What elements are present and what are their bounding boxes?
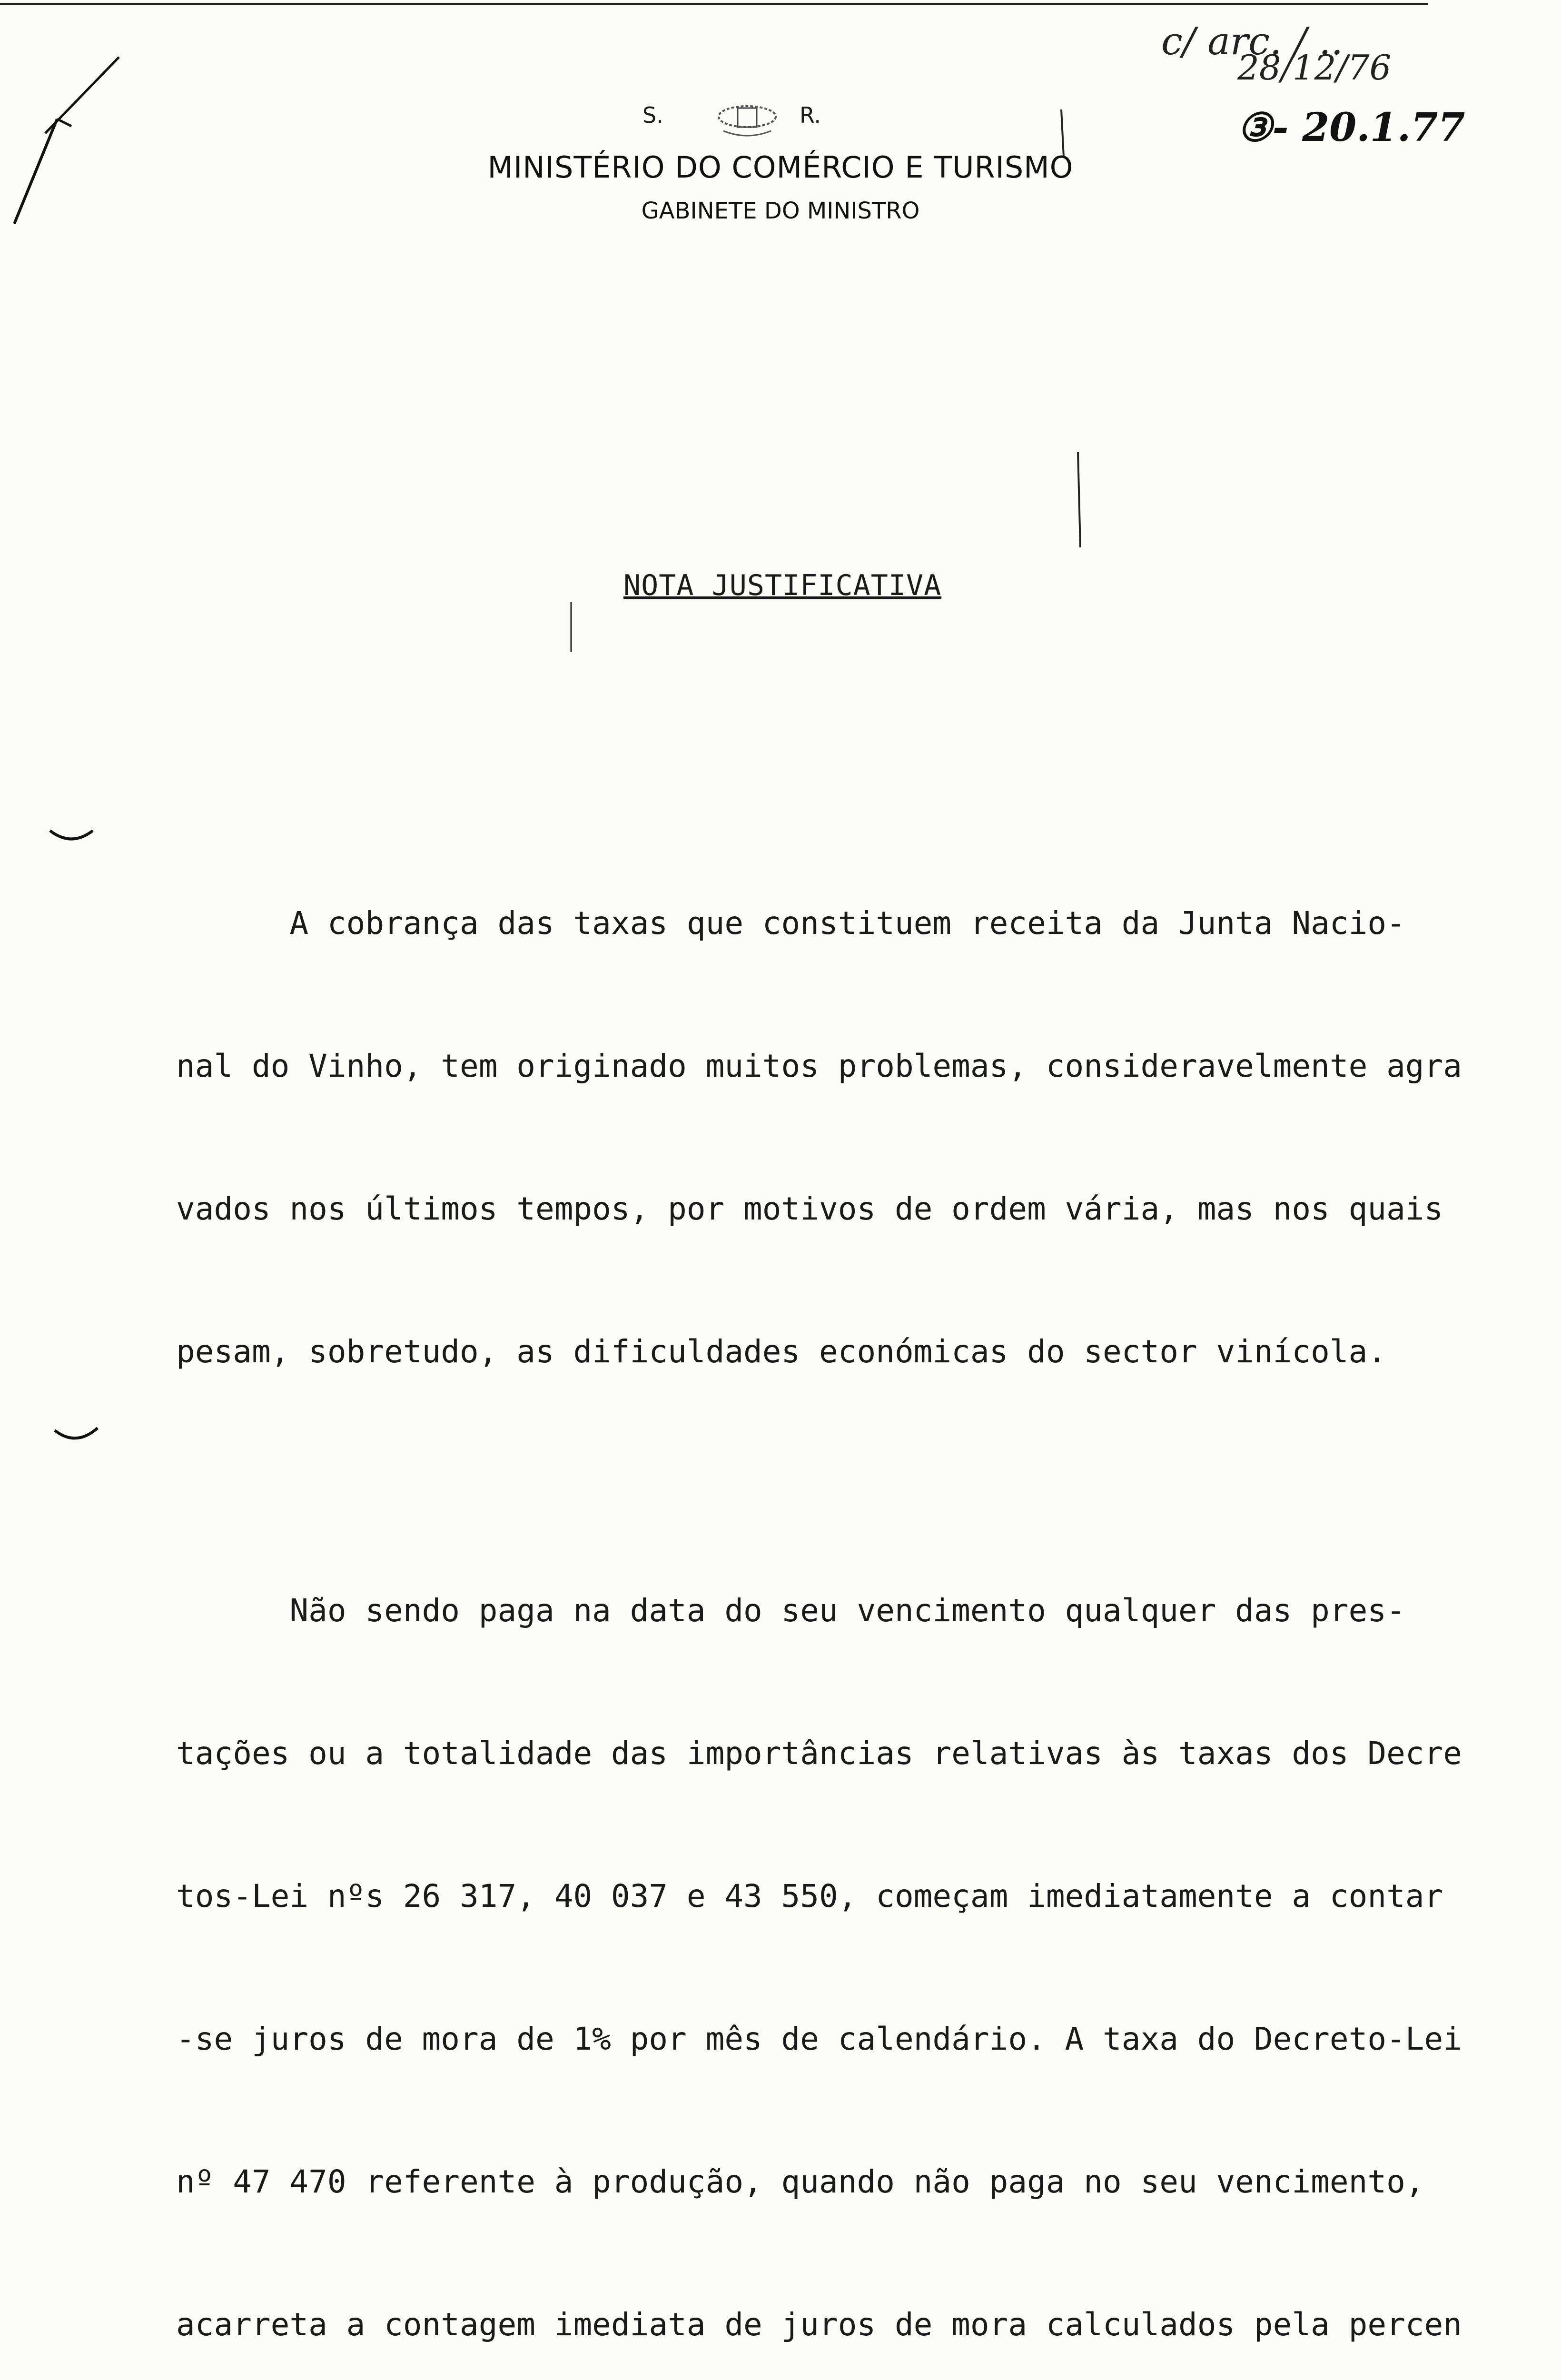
handwritten-note: c/ arc. / .. — [1161, 19, 1344, 63]
text-line: tações ou a totalidade das importâncias relativas às taxas dos Decre — [176, 1735, 1462, 1772]
cabinet-subheading: GABINETE DO MINISTRO — [641, 198, 920, 224]
emblem-right-letter: R. — [800, 102, 821, 128]
coat-of-arms-row — [642, 98, 880, 140]
handwritten-stamp: ③- 20.1.77 — [1237, 105, 1465, 150]
ministry-heading: MINISTÉRIO DO COMÉRCIO E TURISMO — [487, 150, 1074, 185]
handwritten-date: 28/12/76 — [1237, 48, 1392, 88]
body-text — [176, 804, 1523, 2380]
text-line: acarreta a contagem imediata de juros de mora calculados pela percen — [176, 2306, 1462, 2343]
text-line: vados nos últimos tempos, por motivos de ordem vária, mas nos quais — [176, 1190, 1443, 1227]
text-line: nal do Vinho, tem originado muitos problemas, consideravelmente agra — [176, 1048, 1462, 1084]
text-line: -se juros de mora de 1% por mês de calendário. A taxa do Decreto-Lei — [176, 2021, 1462, 2057]
text-line: Não sendo paga na data do seu vencimento qualquer das pres- — [176, 1592, 1405, 1629]
text-line: pesam, sobretudo, as dificuldades económicas do sector vinícola. — [176, 1333, 1387, 1370]
paragraph — [176, 804, 1523, 1471]
text-line: tos-Lei nºs 26 317, 40 037 e 43 550, começam imediatamente a contar — [176, 1878, 1443, 1914]
text-line: A cobrança das taxas que constituem receita da Junta Nacio- — [176, 905, 1405, 942]
paragraph — [176, 1492, 1523, 2380]
emblem-left-letter: S. — [642, 102, 663, 128]
text-line: nº 47 470 referente à produção, quando não paga no seu vencimento, — [176, 2163, 1424, 2200]
document-title: NOTA JUSTIFICATIVA — [623, 569, 942, 602]
coat-of-arms-icon — [704, 98, 790, 140]
